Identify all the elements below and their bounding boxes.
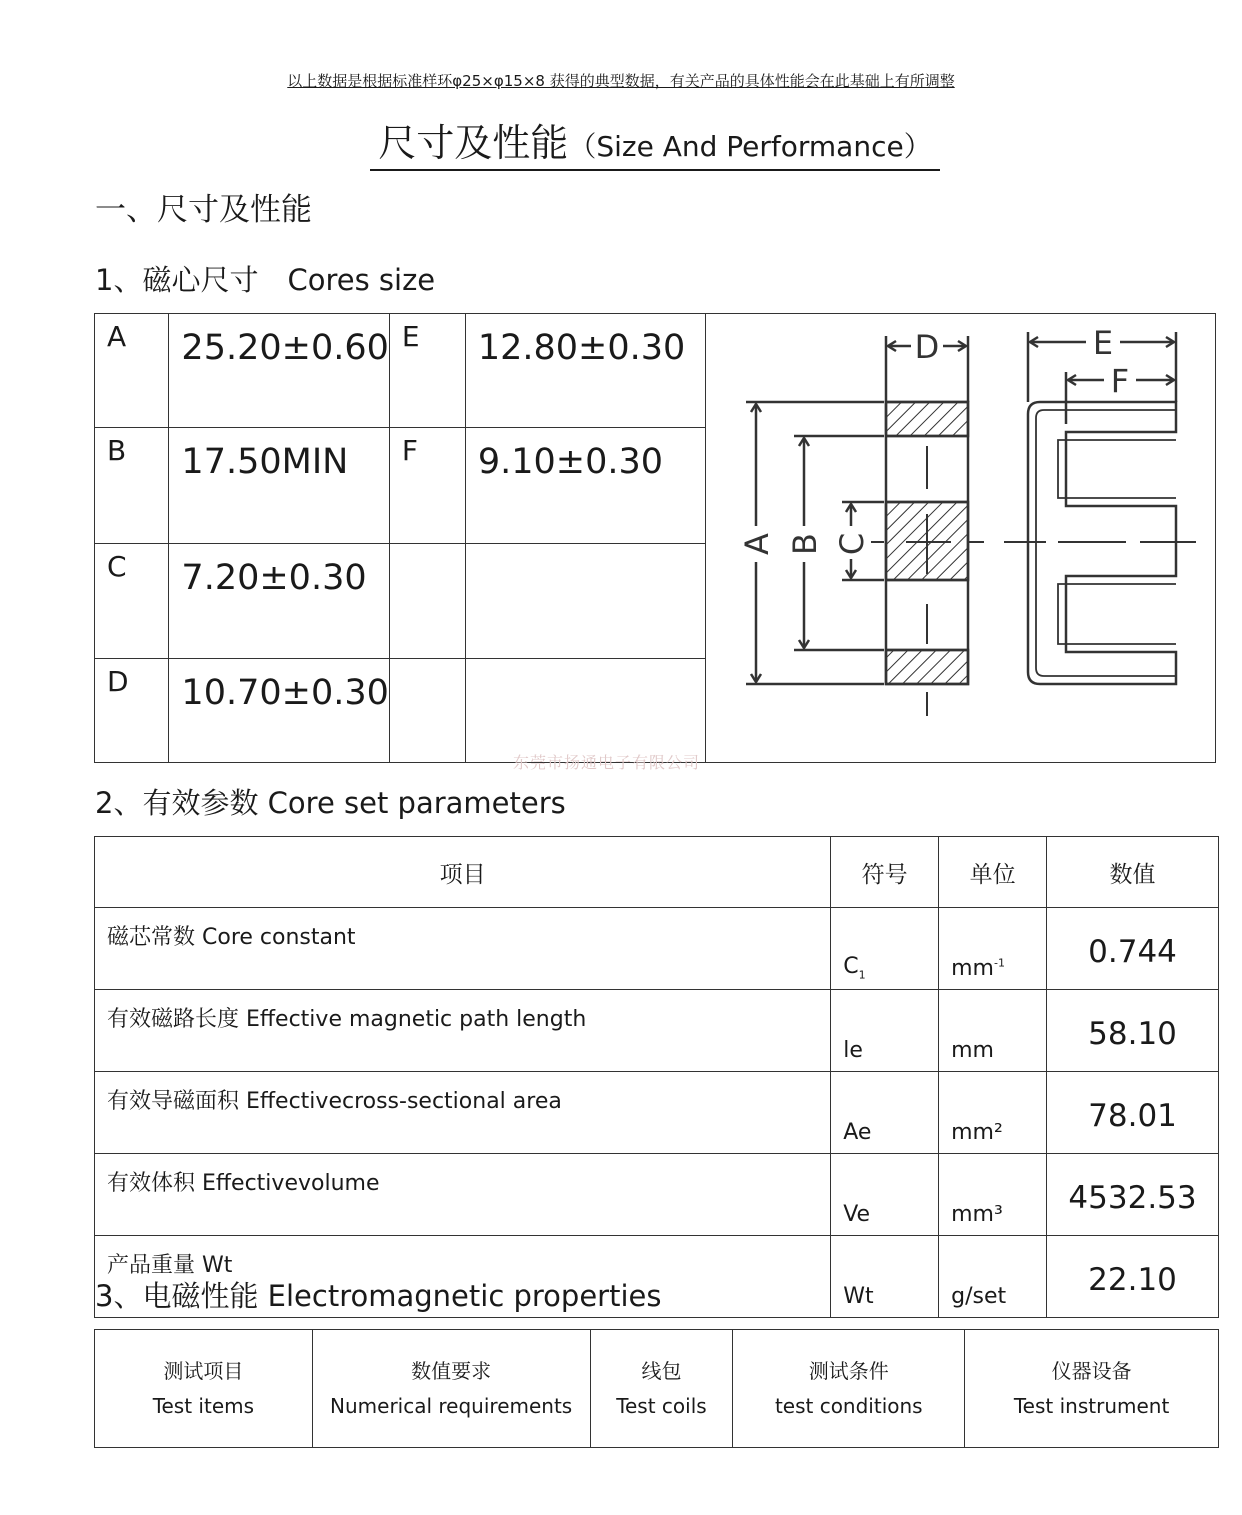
param-item: 产品重量 Wt bbox=[95, 1236, 831, 1318]
column-header: 仪器设备 Test instrument bbox=[965, 1330, 1219, 1448]
electromagnetic-properties-table bbox=[94, 1329, 1219, 1448]
table-row bbox=[95, 1154, 1219, 1236]
column-header: 数值要求 Numerical requirements bbox=[312, 1330, 590, 1448]
param-unit: mm bbox=[939, 990, 1047, 1072]
company-watermark: 东莞市扬通电子有限公司 bbox=[513, 753, 701, 772]
column-header: 线包 Test coils bbox=[590, 1330, 733, 1448]
core-dimension-diagram bbox=[706, 314, 1214, 762]
cores-size-table bbox=[94, 313, 1216, 763]
param-symbol: Ae bbox=[831, 1072, 939, 1154]
column-header: 测试条件 test conditions bbox=[733, 1330, 965, 1448]
section-heading-electromagnetic-properties: 3、电磁性能 Electromagnetic properties bbox=[95, 1279, 662, 1313]
column-header: 符号 bbox=[831, 837, 939, 908]
size-label: B bbox=[95, 428, 169, 543]
size-label: C bbox=[95, 543, 169, 658]
size-label: E bbox=[389, 314, 465, 428]
section-heading-size-performance: 一、尺寸及性能 bbox=[95, 192, 312, 228]
title-cn: 尺寸及性能 bbox=[378, 121, 569, 165]
diagram-label-c: C bbox=[833, 532, 872, 556]
param-item: 有效磁路长度 Effective magnetic path length bbox=[95, 990, 831, 1072]
param-unit: g/set bbox=[939, 1236, 1047, 1318]
title-en: （Size And Performance） bbox=[568, 130, 932, 163]
param-symbol: le bbox=[831, 990, 939, 1072]
data-source-note bbox=[0, 70, 1242, 91]
table-header-row bbox=[95, 837, 1219, 908]
param-unit: mm² bbox=[939, 1072, 1047, 1154]
diagram-label-a: A bbox=[738, 533, 777, 555]
size-value: 7.20±0.30 bbox=[169, 543, 389, 658]
column-header: 数值 bbox=[1047, 837, 1219, 908]
param-unit: $mm^{-1}$ bbox=[939, 908, 1047, 990]
size-value: 25.20±0.60 bbox=[169, 314, 389, 428]
param-symbol: Ve bbox=[831, 1154, 939, 1236]
column-header: 单位 bbox=[939, 837, 1047, 908]
table-header-row bbox=[95, 1330, 1219, 1448]
size-value: 9.10±0.30 bbox=[465, 428, 705, 543]
size-value: 17.50MIN bbox=[169, 428, 389, 543]
param-value: 0.744 bbox=[1047, 908, 1219, 990]
size-label bbox=[389, 658, 465, 762]
core-parameters-table bbox=[94, 836, 1219, 1318]
subsection-heading-cores-size: 1、磁心尺寸 Cores size bbox=[95, 263, 436, 297]
size-label: A bbox=[95, 314, 169, 428]
param-value: 58.10 bbox=[1047, 990, 1219, 1072]
page-title bbox=[0, 112, 1242, 171]
table-row bbox=[95, 1072, 1219, 1154]
param-item: 有效导磁面积 Effectivecross-sectional area bbox=[95, 1072, 831, 1154]
size-value: 12.80±0.30 bbox=[465, 314, 705, 428]
size-label bbox=[389, 543, 465, 658]
param-value: 4532.53 bbox=[1047, 1154, 1219, 1236]
param-symbol: Wt bbox=[831, 1236, 939, 1318]
table-row bbox=[95, 990, 1219, 1072]
param-symbol: $C_1$ bbox=[831, 908, 939, 990]
param-item: 磁芯常数 Core constant bbox=[95, 908, 831, 990]
size-value bbox=[465, 658, 705, 762]
param-value: 22.10 bbox=[1047, 1236, 1219, 1318]
core-diagram-cell bbox=[706, 314, 1216, 763]
size-label: F bbox=[389, 428, 465, 543]
diagram-label-b: B bbox=[786, 533, 825, 555]
param-item: 有效体积 Effectivevolume bbox=[95, 1154, 831, 1236]
note-text: 以上数据是根据标准样环φ25×φ15×8 获得的典型数据，有关产品的具体性能会在此基础上有所调整 bbox=[287, 72, 955, 90]
param-value: 78.01 bbox=[1047, 1072, 1219, 1154]
size-value: 10.70±0.30 bbox=[169, 658, 389, 762]
diagram-label-e: E bbox=[1092, 324, 1114, 362]
column-header: 项目 bbox=[95, 837, 831, 908]
table-row bbox=[95, 314, 1216, 428]
column-header: 测试项目 Test items bbox=[95, 1330, 313, 1448]
table-row bbox=[95, 908, 1219, 990]
section-heading-core-set-parameters: 2、有效参数 Core set parameters bbox=[95, 786, 566, 820]
size-label: D bbox=[95, 658, 169, 762]
size-value bbox=[465, 543, 705, 658]
diagram-label-d: D bbox=[914, 328, 940, 366]
param-unit: mm³ bbox=[939, 1154, 1047, 1236]
diagram-label-f: F bbox=[1110, 362, 1130, 400]
